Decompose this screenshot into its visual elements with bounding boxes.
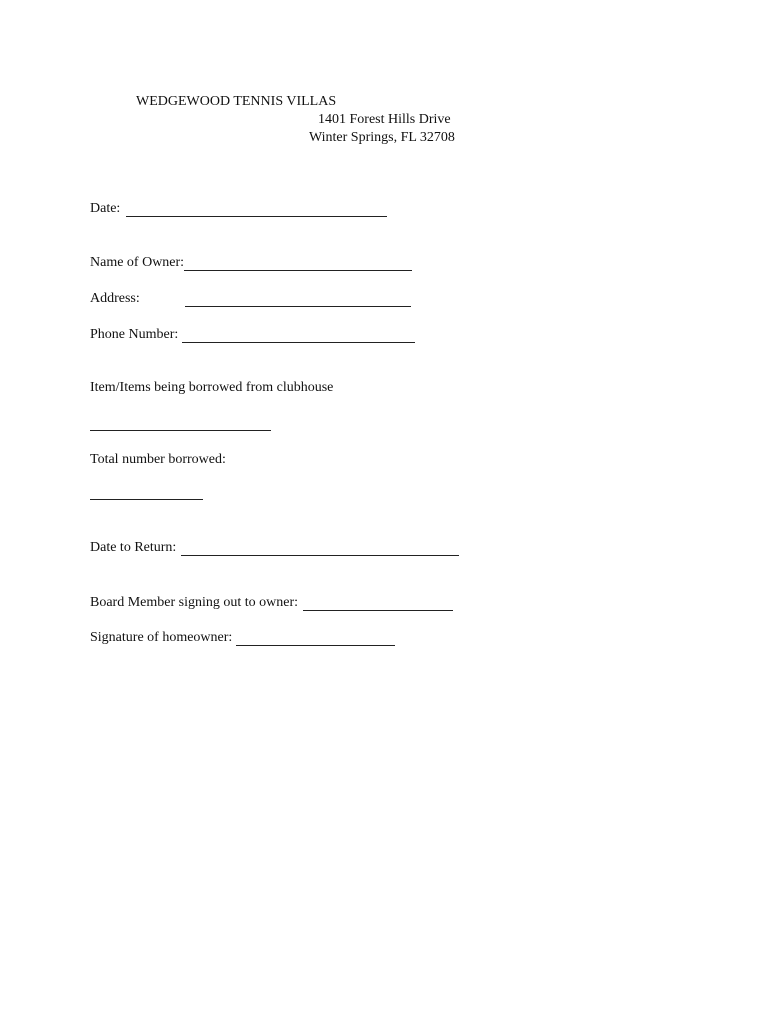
date-field — [90, 201, 387, 217]
address-field — [90, 291, 411, 307]
items-blank[interactable] — [90, 430, 271, 431]
owner-name-label: Name of Owner: — [90, 255, 185, 270]
total-label: Total number borrowed: — [90, 452, 226, 467]
phone-blank[interactable] — [182, 329, 415, 343]
items-label: Item/Items being borrowed from clubhouse — [90, 380, 334, 395]
board-member-label: Board Member signing out to owner: — [90, 595, 299, 610]
owner-name-blank[interactable] — [184, 257, 412, 271]
owner-name-field — [90, 255, 412, 271]
phone-field — [90, 327, 415, 343]
board-member-blank[interactable] — [303, 597, 453, 611]
signature-label: Signature of homeowner: — [90, 630, 233, 645]
date-label: Date: — [90, 201, 121, 216]
address-blank[interactable] — [185, 293, 411, 307]
return-date-blank[interactable] — [181, 542, 459, 556]
date-blank[interactable] — [126, 203, 387, 217]
org-name: WEDGEWOOD TENNIS VILLAS — [136, 94, 337, 109]
phone-label: Phone Number: — [90, 327, 179, 342]
total-blank[interactable] — [90, 499, 203, 500]
return-date-field — [90, 540, 459, 556]
city-state-zip: Winter Springs, FL 32708 — [309, 130, 455, 145]
signature-blank[interactable] — [236, 632, 395, 646]
address-label: Address: — [90, 291, 140, 306]
street-address: 1401 Forest Hills Drive — [318, 112, 451, 127]
signature-field — [90, 630, 395, 646]
board-member-field — [90, 595, 453, 611]
return-date-label: Date to Return: — [90, 540, 177, 555]
